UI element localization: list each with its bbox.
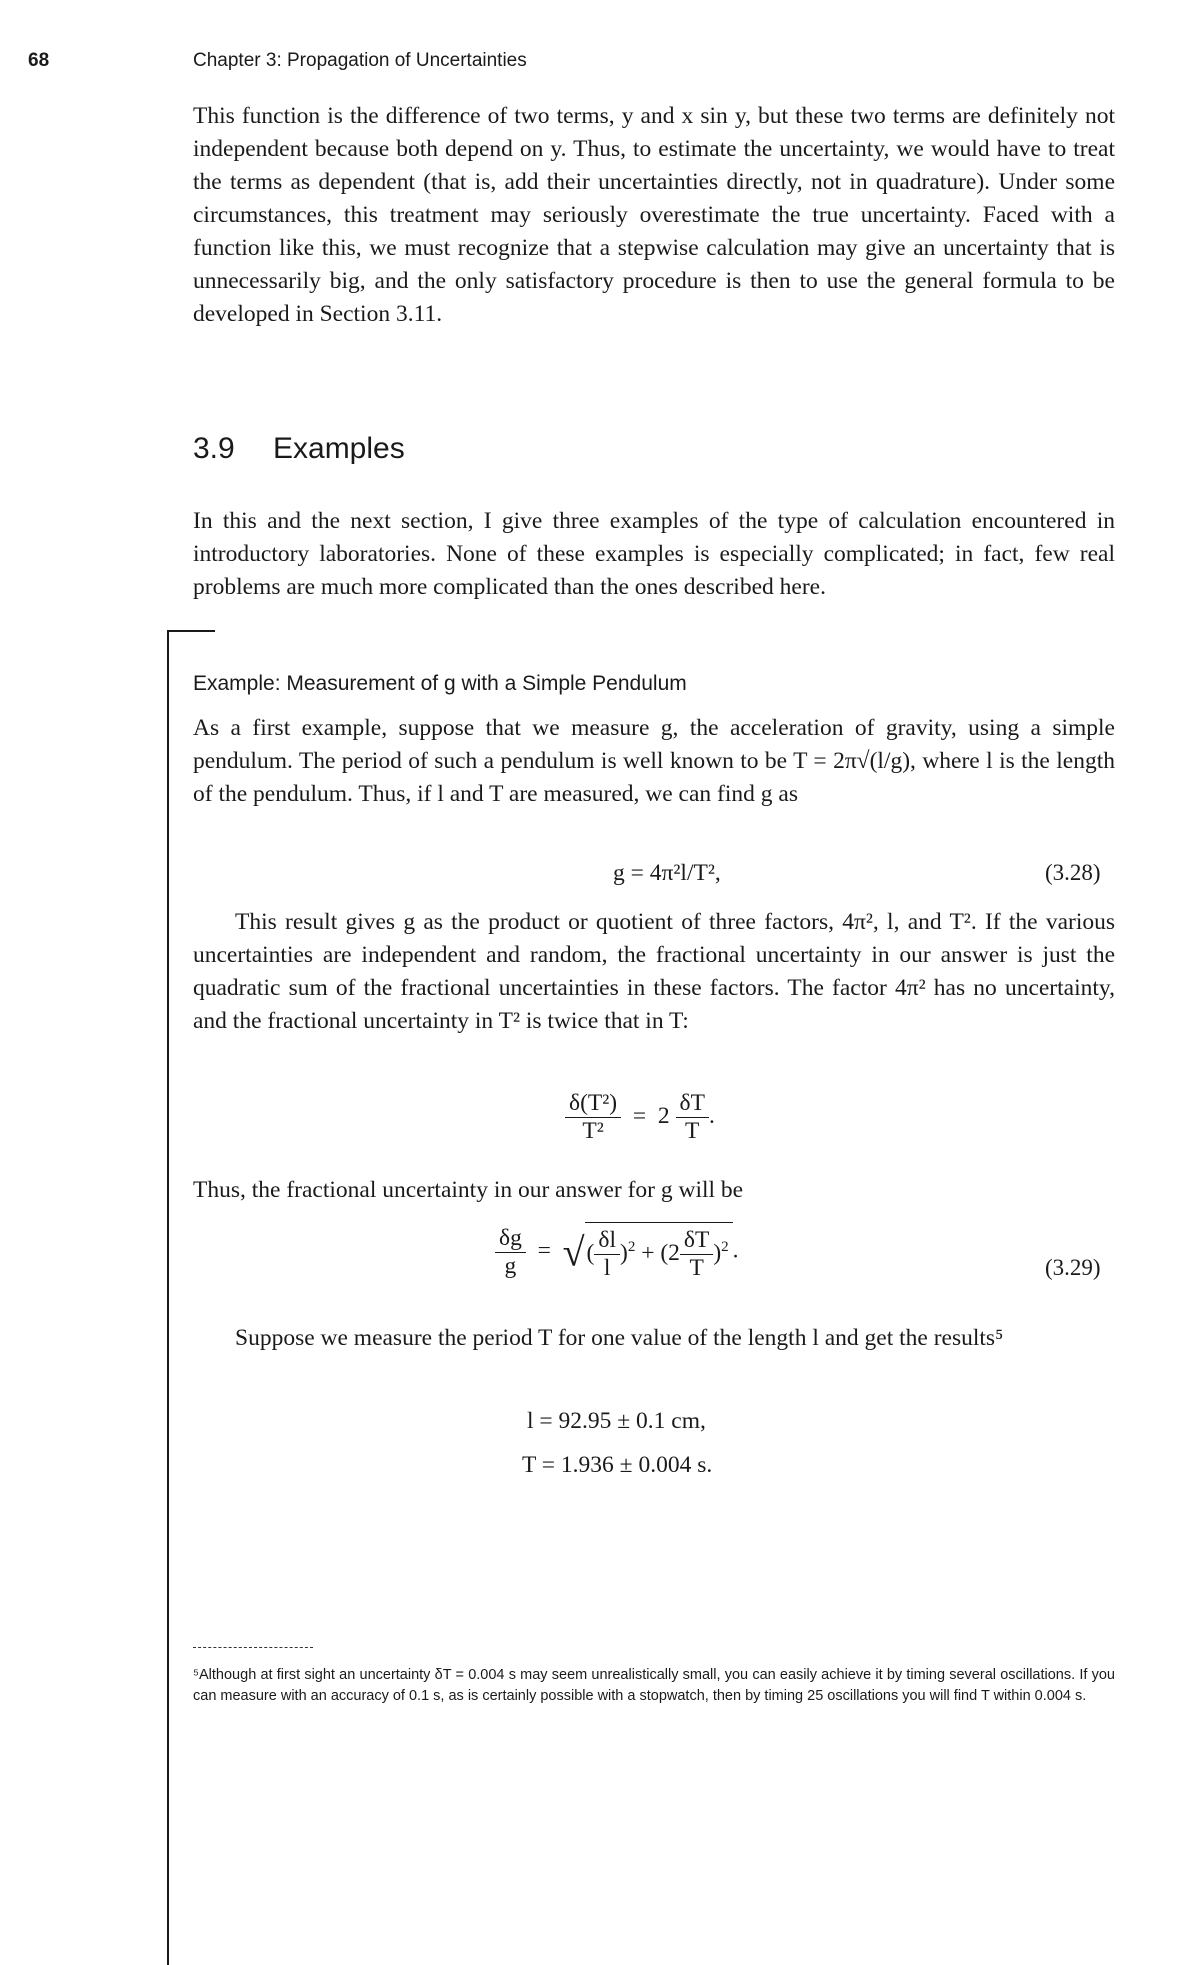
- example-paragraph-4: Suppose we measure the period T for one value of the length l and get the results⁵: [235, 1325, 1004, 1351]
- example-paragraph-2: This result gives g as the product or quotient of three factors, 4π², l, and T². If the various uncertainties are independent and random, the fractional uncertainty in our answer is just the quadratic sum of the fractional uncertainties in these factors. The factor 4π² has no uncertainty, and the fractional uncertainty in T² is twice that in T:: [193, 909, 1115, 1034]
- coefficient: 2: [657, 1102, 670, 1129]
- equation-3-28: g = 4π²l/T²,: [613, 860, 721, 886]
- examples-intro-paragraph: In this and the next section, I give three examples of the type of calculation encountered in introductory laboratories. None of these examples is especially complicated; in fact, few real problems are much more complicated than the ones described here.: [193, 508, 1115, 600]
- section-heading: [193, 432, 405, 466]
- example-title: Example: Measurement of g with a Simple Pendulum: [193, 672, 687, 695]
- exponent: 2: [721, 1239, 729, 1256]
- equals-sign: =: [537, 1237, 551, 1264]
- example-paragraph-3: Thus, the fractional uncertainty in our answer for g will be: [193, 1177, 744, 1203]
- numerator: δT: [676, 1090, 709, 1118]
- denominator: T²: [582, 1118, 604, 1144]
- fraction-lhs: [565, 1090, 621, 1145]
- fraction-term2: [680, 1227, 713, 1282]
- example-paragraph-1: As a first example, suppose that we measure g, the acceleration of gravity, using a simple pendulum. The period of such a pendulum is well known to be T = 2π√(l/g), where l is the length of the pendulum. Thus, if l and T are measured, we can find g as: [193, 715, 1115, 807]
- page-number: 68: [28, 50, 50, 71]
- numerator: δT: [680, 1227, 713, 1255]
- fraction-rhs: [676, 1090, 709, 1145]
- sqrt-sign: √: [562, 1229, 585, 1275]
- denominator: T: [685, 1118, 700, 1144]
- section-title: Examples: [273, 432, 405, 465]
- example-box-left-rule: [167, 630, 169, 1965]
- fraction-term1: [594, 1227, 620, 1282]
- result-length: l = 92.95 ± 0.1 cm,: [527, 1408, 706, 1434]
- coefficient: 2: [668, 1239, 680, 1266]
- exponent: 2: [627, 1239, 636, 1256]
- sqrt-body: ( $\frac{\delta l}{l}$ )$^2$ + (2 $\frac{\delta T}{T}$ )$^2$: [585, 1222, 733, 1282]
- equals-sign: =: [632, 1102, 647, 1129]
- numerator: δg: [495, 1225, 526, 1253]
- equation-3-28-label: (3.28): [1045, 860, 1101, 885]
- equation-t-squared: $\frac{\text{δ(T²)}}{\text{T²}}$ = 2 $\frac{\delta T}{T}$ .: [565, 1090, 715, 1145]
- equation-3-29-label: (3.29): [1045, 1255, 1101, 1280]
- fraction-lhs: [495, 1225, 526, 1280]
- footnote-rule: [193, 1647, 313, 1648]
- example-box-top-rule: [167, 630, 215, 632]
- denominator: g: [504, 1252, 517, 1279]
- equation-3-29: $\frac{\delta g}{g}$ = √( $\frac{\delta l}{l}$ )$^2$ + (2 $\frac{\delta T}{T}$ )$^2$ .: [495, 1222, 739, 1282]
- result-period: T = 1.936 ± 0.004 s.: [522, 1452, 713, 1478]
- plus-sign: +: [641, 1239, 655, 1266]
- denominator: l: [603, 1255, 611, 1281]
- chapter-title: Chapter 3: Propagation of Uncertainties: [193, 50, 527, 71]
- intro-paragraph: This function is the difference of two terms, y and x sin y, but these two terms are definitely not independent because both depend on y. Thus, to estimate the uncertainty, we would have to treat the terms as dependent (that is, add their uncertainties directly, not in quadrature). Under some circumstances, this treatment may seriously overestimate the true uncertainty. Faced with a function like this, we must recognize that a stepwise calculation may give an uncertainty that is unnecessarily big, and the only satisfactory procedure is then to use the general formula to be developed in Section 3.11.: [193, 103, 1115, 327]
- numerator: δ(T²): [565, 1090, 621, 1118]
- numerator: δl: [594, 1227, 620, 1255]
- footnote: ⁵Although at first sight an uncertainty δT = 0.004 s may seem unrealistically small, you can easily achieve it by timing several oscillations. If you can measure with an accuracy of 0.1 s, as is certainly possible with a stopwatch, then by timing 25 oscillations you will find T within 0.004 s.: [193, 1667, 1115, 1704]
- section-number: 3.9: [193, 432, 235, 465]
- denominator: T: [689, 1255, 704, 1281]
